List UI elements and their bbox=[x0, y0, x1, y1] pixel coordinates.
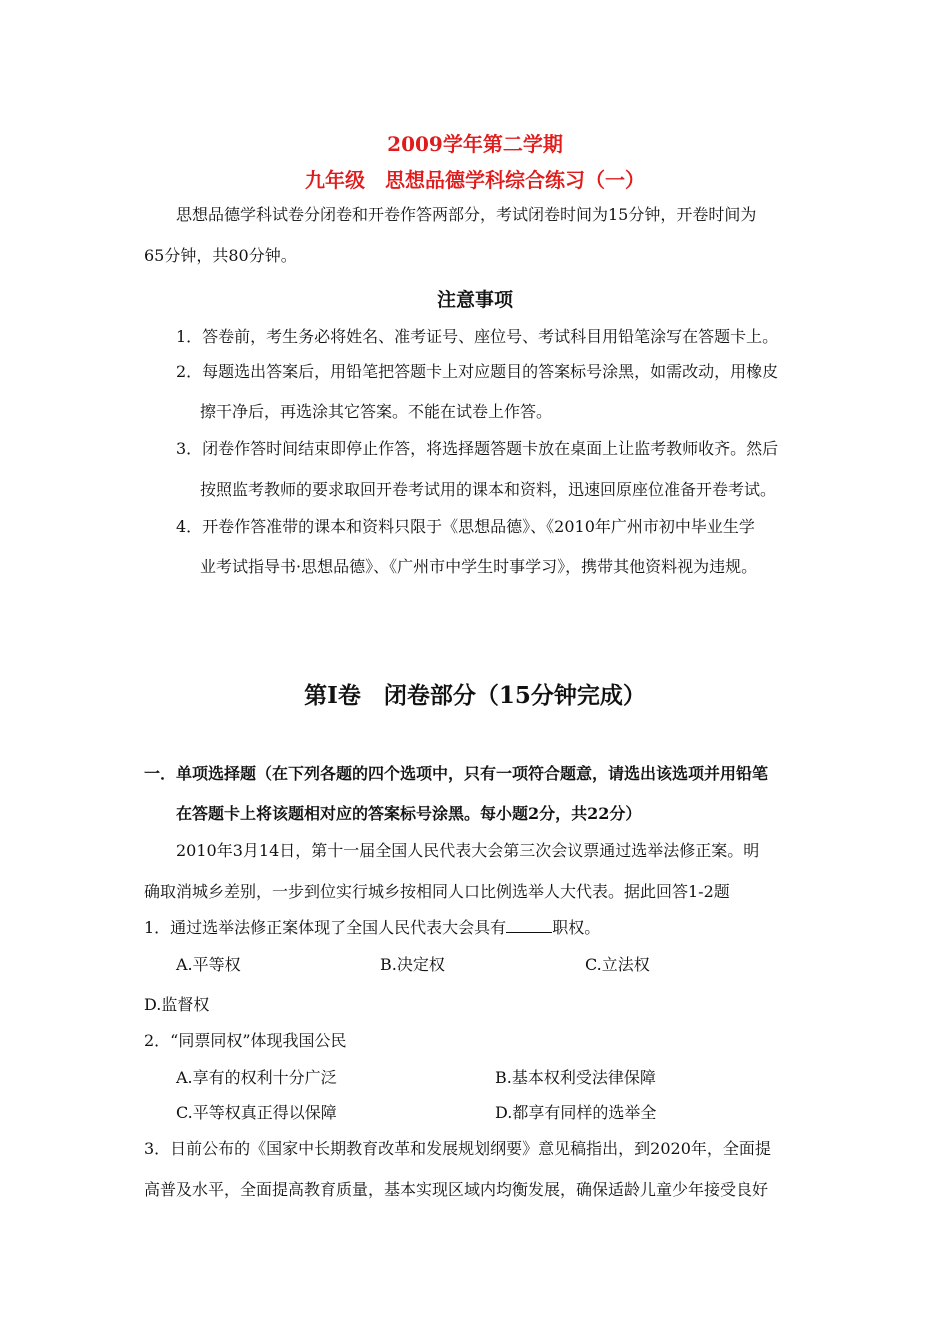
note-item-3-line-1: 3．闭卷作答时间结束即停止作答，将选择题答题卡放在桌面上让监考教师收齐。然后 bbox=[176, 439, 779, 458]
note-item-3-line-2: 按照监考教师的要求取回开卷考试用的课本和资料，迅速回原座位准备开卷考试。 bbox=[200, 480, 777, 499]
question-1-stem-before: 1．通过选举法修正案体现了全国人民代表大会具有 bbox=[144, 918, 507, 937]
question-1-stem-after: 职权。 bbox=[552, 918, 601, 937]
question-3-line-2: 高普及水平，全面提高教育质量，基本实现区域内均衡发展，确保适龄儿童少年接受良好 bbox=[144, 1180, 769, 1199]
question-2-option-d: D.都享有同样的选举全 bbox=[495, 1103, 657, 1122]
intro-line-1: 思想品德学科试卷分闭卷和开卷作答两部分，考试闭卷时间为15分钟，开卷时间为 bbox=[176, 205, 757, 224]
question-1-option-a: A.平等权 bbox=[176, 955, 241, 974]
notes-heading: 注意事项 bbox=[436, 289, 513, 311]
question-2-option-b: B.基本权利受法律保障 bbox=[495, 1068, 656, 1087]
question-1-option-d: D.监督权 bbox=[144, 995, 210, 1014]
question-1-option-c: C.立法权 bbox=[585, 955, 650, 974]
note-item-4-line-2: 业考试指导书·思想品德》、《广州市中学生时事学习》，携带其他资料视为违规。 bbox=[200, 557, 758, 576]
section-1-instruction-line-1: 一．单项选择题（在下列各题的四个选项中，只有一项符合题意，请选出该选项并用铅笔 bbox=[144, 764, 769, 783]
question-1-option-b: B.决定权 bbox=[380, 955, 445, 974]
note-item-2-line-1: 2．每题选出答案后，用铅笔把答题卡上对应题目的答案标号涂黑，如需改动，用橡皮 bbox=[176, 362, 779, 381]
intro-line-2: 65分钟，共80分钟。 bbox=[144, 246, 297, 265]
exam-title-subject: 九年级 思想品德学科综合练习（一） bbox=[305, 168, 645, 192]
question-1-stem bbox=[144, 918, 600, 938]
question-2-stem: 2．“同票同权”体现我国公民 bbox=[144, 1031, 347, 1050]
part-1-title: 第I卷 闭卷部分（15分钟完成） bbox=[304, 682, 646, 709]
note-item-4-line-1: 4．开卷作答准带的课本和资料只限于《思想品德》、《2010年广州市初中毕业生学 bbox=[176, 517, 755, 536]
question-context-line-2: 确取消城乡差别，一步到位实行城乡按相同人口比例选举人大代表。据此回答1-2题 bbox=[144, 882, 730, 901]
exam-title-term: 2009学年第二学期 bbox=[387, 132, 563, 156]
note-item-2-line-2: 擦干净后，再选涂其它答案。不能在试卷上作答。 bbox=[200, 402, 553, 421]
question-2-option-c: C.平等权真正得以保障 bbox=[176, 1103, 337, 1122]
question-context-line-1: 2010年3月14日，第十一届全国人民代表大会第三次会议票通过选举法修正案。明 bbox=[176, 841, 760, 860]
question-2-option-a: A.享有的权利十分广泛 bbox=[176, 1068, 337, 1087]
question-3-line-1: 3．日前公布的《国家中长期教育改革和发展规划纲要》意见稿指出，到2020年，全面提 bbox=[144, 1139, 771, 1158]
section-1-instruction-line-2: 在答题卡上将该题相对应的答案标号涂黑。每小题2分，共22分） bbox=[176, 804, 642, 823]
note-item-1: 1．答卷前，考生务必将姓名、准考证号、座位号、考试科目用铅笔涂写在答题卡上。 bbox=[176, 327, 779, 346]
question-1-blank bbox=[506, 918, 552, 933]
